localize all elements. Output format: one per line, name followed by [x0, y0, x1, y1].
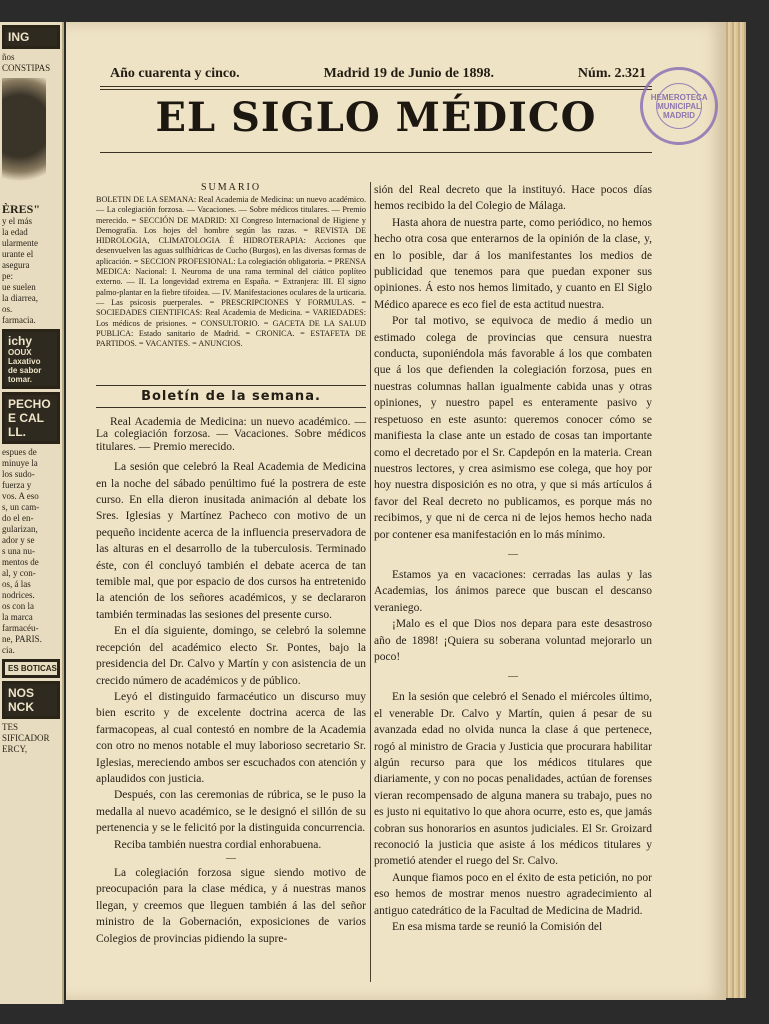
- masthead-rule: [100, 152, 652, 153]
- article-paragraph: Por tal motivo, se equivoca de medio á medio un estimado colega de provincias que censura nuestra conducta, suponiéndola más favorable á los que combaten que á los que defienden la colegiación forzosa, pues en nuestras columnas hallan igualmente cabida unas y otras opiniones, y nuestro papel es enteramente pasivo y respetuoso en este asunto: queremos conocer cómo se manifiesta la clase ante un estado de cosas tan importante como el decretado por el Sr. Capdepón en la materia. Crean nuestros lectores, y crea asimismo ese colega, que hoy por hoy nuestra disposición es no otra, y que si más artículos á favor del Real decreto no publicamos, es porque más no recibimos, y que ni de cerca ni de lejos hemos hecho nada por contener esa manifestación en lo más mínimo.: [374, 315, 652, 541]
- prev-text-line: ños: [2, 52, 15, 62]
- prev-ad-box-4: ES BOTICAS: [2, 659, 60, 678]
- prev-text-line: y el más: [2, 216, 32, 226]
- separator-dash: —: [508, 671, 518, 683]
- article-paragraph: Hasta ahora de nuestra parte, como periódico, no hemos hecho otra cosa que enterarnos de la opinión de la clase, y, en lo posible, dar á los manifestantes los medios de publicidad que tenemos para que puedan exponer sus opiniones. Á esto nos hemos limitado, y cuanto en El Siglo Médico aparece es eco fiel de esta actitud nuestra.: [374, 216, 652, 311]
- prev-ad-box-3: PECHO E CAL LL.: [2, 392, 60, 444]
- prev-text-line: cia.: [2, 645, 15, 655]
- prev-text-line: ue suelen: [2, 282, 36, 292]
- prev-text-line: vos. A eso: [2, 491, 39, 501]
- article-paragraph: En esa misma tarde se reunió la Comisión del: [392, 921, 603, 934]
- library-stamp: [640, 67, 718, 145]
- prev-text-line: TES: [2, 722, 19, 732]
- prev-ad-box-2: ichy OOUX Laxativo de sabor tomar.: [2, 329, 60, 389]
- prev-text-line: gularizan,: [2, 524, 38, 534]
- article-paragraph: ¡Malo es el que Dios nos depara para este desastroso año de 1898! ¡Quiera su soberana voluntad mejorarlo un poco!: [374, 618, 652, 663]
- prev-text-line: ÈRES": [2, 202, 41, 216]
- masthead-title: EL SIGLO MÉDICO: [155, 94, 597, 141]
- header-rule: [100, 86, 652, 87]
- article-paragraph: Estamos ya en vacaciones: cerradas las aulas y las Academias, los ánimos parece que buscan el descanso veraniego.: [374, 568, 652, 614]
- prev-text-line: al, y con-: [2, 568, 36, 578]
- previous-page-fragment: [0, 22, 64, 1004]
- header-rule: [100, 89, 652, 90]
- prev-text-line: ne, PARIS.: [2, 634, 42, 644]
- newspaper-page: [66, 22, 726, 1000]
- dateline: [110, 66, 646, 82]
- left-column: [96, 182, 366, 947]
- prev-text-line: mentos de: [2, 557, 39, 567]
- prev-text-line: farmacéu-: [2, 623, 39, 633]
- section-lead: Real Academia de Medicina: un nuevo académico. — La colegiación forzosa. — Vacaciones. Sobre médicos titulares. — Premio merecido.: [96, 416, 366, 453]
- issue-number: Núm. 2.321: [577, 66, 646, 81]
- article-paragraph: La colegiación forzosa sigue siendo motivo de preocupación para la clase médica, y á nuestras manos llegan, y creemos que lleguen también á las del señor ministro de la Gobernación, exposiciones de varios Colegios de provincias pidiendo la supre-: [96, 866, 366, 945]
- volume-year: Año cuarenta y cinco.: [110, 66, 240, 81]
- article-paragraph: Leyó el distinguido farmacéutico un discurso muy bien escrito y de excelente doctrina acerca de las farmacopeas, al cual contestó en nombre de la Academia con otro no menos notable el muy laborioso secretario Sr. Iglesias, mereciendo ambos ser escuchados con atención y aplaudidos con justicia.: [96, 690, 366, 785]
- column-divider: [370, 182, 371, 982]
- prev-text-line: los sudo-: [2, 469, 35, 479]
- prev-text-line: la marca: [2, 612, 33, 622]
- separator-dash: —: [226, 852, 236, 864]
- prev-text-line: la edad: [2, 227, 28, 237]
- article-paragraph: En la sesión que celebró el Senado el miércoles último, el venerable Dr. Calvo y Martín, quien á pesar de su avanzada edad no olvida nunca la clase á que pertenece, rogó al ministro de Gracia y Justicia que procurara habilitar algún recurso para que los médicos titulares que diariamente, y con no pocas penalidades, actúan de forenses vieran recompensado de alguna manera su trabajo, pues no es justo ni equitativo lo que ahora ocurre, esto es, que jamás cobran sus honorarios en asuntos judiciales. El Sr. Groizard reconoció la justicia que asiste á los médicos titulares y prometió atender el ruego del Sr. Calvo.: [374, 691, 652, 868]
- prev-text-line: farmacia.: [2, 315, 36, 325]
- prev-text-line: s una nu-: [2, 546, 35, 556]
- article-paragraph: Después, con las ceremonias de rúbrica, se le puso la medalla al nuevo académico, se le designó el sillón de su pertenencia y se le felicitó por la distinguida concurrencia.: [96, 789, 366, 835]
- summary-text: BOLETIN DE LA SEMANA: Real Academia de Medicina: un nuevo académico. — La colegiación forzosa. — Vacaciones. — Sobre médicos titulares. — Premio merecido. = SECCIÓN DE MADRID: XI Congreso Internacional de Higiene y Demografía. Los hojes del hombre según las razas. = REVISTA DE HIDROLOGIA, CLIMATOLOGIA É HIDROTERAPIA: Acciones que desenvuelven las aguas sulfhídricas de Cucho (Burgos), en las diversas formas de aplicación. = SECCION PROFESIONAL: La colegiación obligatoria. = PRENSA MEDICA: Nacional: I. Neuroma de una rama terminal del ciático poplíteo externo. — II. La longevidad extrema en España. = Extranjera: III. El signo palmo-plantar en la fiebre tifoidea. — IV. Manifestaciones oculares de la urticaria. — Las psicosis puerperales. = PRESCRIPCIONES Y FORMULAS. = SOCIEDADES CIENTIFICAS: Real Academia de Medicina. = VARIEDADES: Los médicos de prisiones. = CONSULTORIO. = GACETA DE LA SALUD PUBLICA: Estado sanitario de Madrid. = CRONICA. = ESTAFETA DE PARTIDOS. = VACANTES. = ANUNCIOS.: [96, 195, 366, 349]
- prev-text-line: os con la: [2, 601, 34, 611]
- article-paragraph: sión del Real decreto que la instituyó. Hace pocos días hemos recibido la del Colegio de Málaga.: [374, 184, 652, 213]
- right-column: [374, 182, 652, 935]
- prev-ad-box-1: ING: [2, 25, 60, 49]
- page-edge: [724, 22, 746, 998]
- separator-dash: —: [508, 548, 518, 560]
- issue-date: Madrid 19 de Junio de 1898.: [323, 66, 494, 81]
- prev-text-line: pe:: [2, 271, 13, 281]
- prev-illustration: [2, 78, 46, 198]
- prev-text-line: s, un cam-: [2, 502, 40, 512]
- prev-text-line: os, á las: [2, 579, 31, 589]
- prev-text-line: la diarrea,: [2, 293, 38, 303]
- prev-text-line: nodrices.: [2, 590, 35, 600]
- prev-text-line: SIFICADOR: [2, 733, 50, 743]
- prev-ad-box-5: NOS NCK: [2, 681, 60, 719]
- article-paragraph: Aunque fiamos poco en el éxito de esta petición, no por eso hemos de mostrar menos nuestro agradecimiento al antiguo catedrático de la Facultad de Medicina de Madrid.: [374, 871, 652, 917]
- article-paragraph: Reciba también nuestra cordial enhorabuena.: [114, 838, 322, 851]
- prev-text-line: espues de: [2, 447, 37, 457]
- article-paragraph: En el día siguiente, domingo, se celebró la solemne recepción del académico electo Sr. Pontes, bajo la presidencia del Dr. Calvo y Martín y con asistencia de un crecido número de académicos y de público.: [96, 625, 366, 687]
- prev-text-line: minuye la: [2, 458, 38, 468]
- prev-text-line: CONSTIPAS: [2, 63, 51, 73]
- prev-text-line: asegura: [2, 260, 30, 270]
- summary-title: SUMARIO: [200, 182, 262, 193]
- prev-text-line: urante el: [2, 249, 34, 259]
- prev-text-line: ularmente: [2, 238, 38, 248]
- prev-text-line: ERCY,: [2, 744, 28, 754]
- prev-text-line: os.: [2, 304, 13, 314]
- prev-text-line: fuerza y: [2, 480, 32, 490]
- prev-text-line: do el en-: [2, 513, 34, 523]
- stamp-seal-icon: HEMEROTECA MUNICIPAL MADRID: [656, 83, 702, 129]
- article-paragraph: La sesión que celebró la Real Academia de Medicina en la noche del sábado penúltimo fué la postrera de este curso. En ella dieron inusitada animación al debate los Sres. Iglesias y Martínez Pacheco con motivo de un pequeño incidente acerca de la influencia preservadora de las alturas en el desarrollo de la tuberculosis. Terminado éste, con él concluyó también el debate acerca de tan temible mal, que por espacio de dos cursos ha entretenido la atención de los señores académicos, y se declararon también terminadas las sesiones del presente curso.: [96, 461, 366, 621]
- prev-text-line: ador y se: [2, 535, 35, 545]
- section-heading: Boletín de la semana.: [96, 385, 366, 408]
